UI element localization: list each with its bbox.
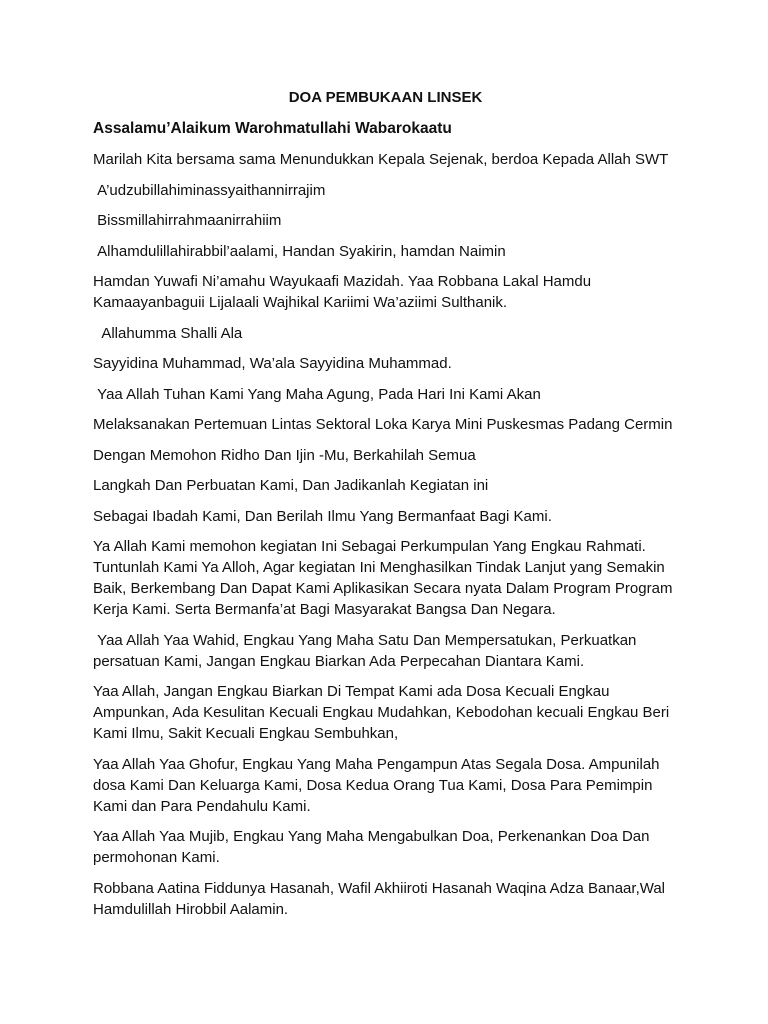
paragraph: [93, 630, 678, 672]
paragraph-line: Langkah Dan Perbuatan Kami, Dan Jadikanlah Kegiatan ini: [93, 477, 489, 494]
paragraph: [93, 323, 678, 344]
paragraph-line: Ya Allah Kami memohon kegiatan Ini Sebagai Perkumpulan Yang Engkau Rahmati.: [93, 538, 646, 555]
paragraph-line: Marilah Kita bersama sama Menundukkan Kepala Sejenak, berdoa Kepada Allah SWT: [93, 151, 669, 168]
paragraph: [93, 210, 678, 231]
paragraph-line: Kerja Kami. Serta Bermanfa’at Bagi Masyarakat Bangsa Dan Negara.: [93, 601, 556, 618]
paragraph: [93, 681, 678, 744]
paragraph-line: Yaa Allah, Jangan Engkau Biarkan Di Tempat Kami ada Dosa Kecuali Engkau: [93, 683, 610, 700]
paragraph: [93, 414, 678, 435]
paragraph: [93, 353, 678, 374]
paragraph-line: Yaa Allah Yaa Ghofur, Engkau Yang Maha Pengampun Atas Segala Dosa. Ampunilah: [93, 755, 660, 773]
paragraph: [93, 180, 678, 201]
paragraph-line: Sayyidina Muhammad, Wa’ala Sayyidina Muhammad.: [93, 355, 452, 372]
paragraph-line: Ampunkan, Ada Kesulitan Kecuali Engkau Mudahkan, Kebodohan kecuali Engkau Beri: [93, 704, 670, 721]
paragraph-line: persatuan Kami, Jangan Engkau Biarkan Ada Perpecahan Diantara Kami.: [93, 652, 585, 670]
greeting-line: Assalamu’Alaikum Warohmatullahi Wabarokaatu: [93, 120, 452, 137]
paragraph-line: Allahumma Shalli Ala: [93, 324, 243, 342]
paragraph-line: Yaa Allah Yaa Wahid, Engkau Yang Maha Satu Dan Mempersatukan, Perkuatkan: [93, 631, 637, 649]
paragraph: [93, 826, 678, 868]
paragraph-line: A’udzubillahiminassyaithannirrajim: [93, 181, 326, 199]
paragraph: [93, 878, 678, 920]
paragraph-line: Bissmillahirrahmaanirrahiim: [93, 212, 282, 229]
paragraph-line: Melaksanakan Pertemuan Lintas Sektoral Loka Karya Mini Puskesmas Padang Cermin: [93, 416, 673, 433]
paragraph-line: Kamaayanbaguii Lijalaali Wajhikal Kariimi Wa’aziimi Sulthanik.: [93, 294, 508, 311]
paragraph: [93, 271, 678, 313]
paragraph: [93, 506, 678, 527]
paragraph-line: Yaa Allah Yaa Mujib, Engkau Yang Maha Mengabulkan Doa, Perkenankan Doa Dan: [93, 828, 650, 845]
paragraph: [93, 754, 678, 817]
paragraph-line: Hamdulillah Hirobbil Aalamin.: [93, 900, 289, 918]
paragraph-line: Sebagai Ibadah Kami, Dan Berilah Ilmu Yang Bermanfaat Bagi Kami.: [93, 507, 552, 525]
paragraph-line: Tuntunlah Kami Ya Alloh, Agar kegiatan Ini Menghasilkan Tindak Lanjut yang Semakin: [93, 559, 665, 576]
paragraph-line: Kami dan Para Pendahulu Kami.: [93, 797, 311, 815]
paragraph-line: Dengan Memohon Ridho Dan Ijin -Mu, Berkahilah Semua: [93, 446, 476, 464]
paragraph-line: Kami Ilmu, Sakit Kecuali Engkau Sembuhkan,: [93, 725, 399, 742]
paragraph: [93, 475, 678, 496]
document-body: [93, 88, 678, 929]
paragraph: [93, 445, 678, 466]
paragraph: [93, 384, 678, 405]
paragraph-line: Baik, Berkembang Dan Dapat Kami Aplikasikan Secara nyata Dalam Program Program: [93, 580, 673, 597]
paragraph-line: Yaa Allah Tuhan Kami Yang Maha Agung, Pada Hari Ini Kami Akan: [93, 385, 541, 403]
prayer-paragraphs: [93, 149, 678, 920]
paragraph-line: Robbana Aatina Fiddunya Hasanah, Wafil Akhiiroti Hasanah Waqina Adza Banaar,Wal: [93, 879, 666, 897]
paragraph: [93, 241, 678, 262]
paragraph: [93, 149, 678, 170]
paragraph-line: permohonan Kami.: [93, 849, 220, 866]
paragraph: [93, 536, 678, 620]
document-title: DOA PEMBUKAAN LINSEK: [288, 89, 483, 106]
paragraph-line: Hamdan Yuwafi Ni’amahu Wayukaafi Mazidah. Yaa Robbana Lakal Hamdu: [93, 273, 592, 290]
paragraph-line: dosa Kami Dan Keluarga Kami, Dosa Kedua Orang Tua Kami, Dosa Para Pemimpin: [93, 776, 653, 794]
paragraph-line: Alhamdulillahirabbil’aalami, Handan Syakirin, hamdan Naimin: [93, 242, 506, 260]
